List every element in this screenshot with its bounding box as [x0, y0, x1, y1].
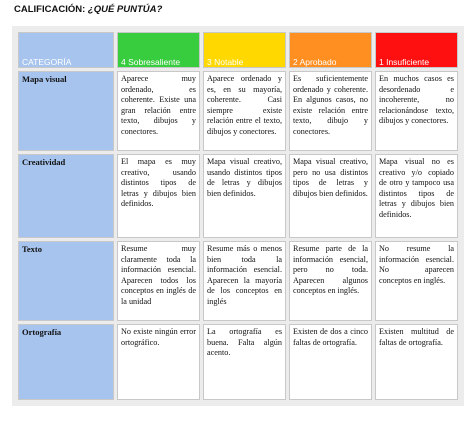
criterion-cell: Resume más o menos bien toda la información esencial. Aparecen la mayoría de los conceptos en inglés: [203, 241, 286, 321]
rubric-table-frame: [12, 26, 464, 406]
criterion-cell: Existen multitud de faltas de ortografía.: [375, 324, 458, 400]
criterion-cell: La ortografía es buena. Falta algún acento.: [203, 324, 286, 400]
title-prefix: CALIFICACIÓN:: [14, 4, 88, 15]
criterion-cell: En muchos casos es desordenado e incoherente, no relacionándose texto, dibujos y conectores.: [375, 71, 458, 151]
criterion-cell: Resume parte de la información esencial, pero no toda. Aparecen algunos conceptos en inglés.: [289, 241, 372, 321]
criterion-cell: Resume muy claramente toda la información esencial. Aparecen todos los conceptos en inglés de la unidad: [117, 241, 200, 321]
header-sobresaliente: 4 Sobresaliente: [117, 32, 200, 68]
criterion-cell: Es suficientemente ordenado y coherente. En algunos casos, no existe relación entre texto, dibujo y conectores.: [289, 71, 372, 151]
criterion-cell: Existen de dos a cinco faltas de ortografía.: [289, 324, 372, 400]
row-mapa-visual: [18, 71, 458, 151]
criterion-cell: El mapa es muy creativo, usando distintos tipos de letras y dibujos bien definidos.: [117, 154, 200, 238]
category-cell: Mapa visual: [18, 71, 114, 151]
row-texto: [18, 241, 458, 321]
category-cell: Ortografía: [18, 324, 114, 400]
criterion-cell: No resume la información esencial. No aparecen conceptos en inglés.: [375, 241, 458, 321]
header-category: CATEGORÍA: [18, 32, 114, 68]
criterion-cell: Aparece muy ordenado, es coherente. Existe una gran relación entre texto, dibujos y conectores.: [117, 71, 200, 151]
category-cell: Creatividad: [18, 154, 114, 238]
header-aprobado: 2 Aprobado: [289, 32, 372, 68]
category-cell: Texto: [18, 241, 114, 321]
row-ortografia: [18, 324, 458, 400]
criterion-cell: Mapa visual creativo, pero no usa distintos tipos de letras y dibujos bien definidos.: [289, 154, 372, 238]
title-question: ¿QUÉ PUNTÚA?: [87, 4, 163, 15]
header-notable: 3 Notable: [203, 32, 286, 68]
criterion-cell: Mapa visual creativo, usando distintos tipos de letras y dibujos bien definidos.: [203, 154, 286, 238]
page-title: [14, 4, 162, 15]
criterion-cell: Mapa visual no es creativo y/o copiado de otro y tampoco usa distintos tipos de letras y dibujos bien definidos.: [375, 154, 458, 238]
criterion-cell: No existe ningún error ortográfico.: [117, 324, 200, 400]
criterion-cell: Aparece ordenado y es, en su mayoría, coherente. Casi siempre existe relación entre el texto, dibujos y conectores.: [203, 71, 286, 151]
header-row: [18, 32, 458, 68]
row-creatividad: [18, 154, 458, 238]
header-insuficiente: 1 Insuficiente: [375, 32, 458, 68]
rubric-table: [15, 29, 461, 403]
